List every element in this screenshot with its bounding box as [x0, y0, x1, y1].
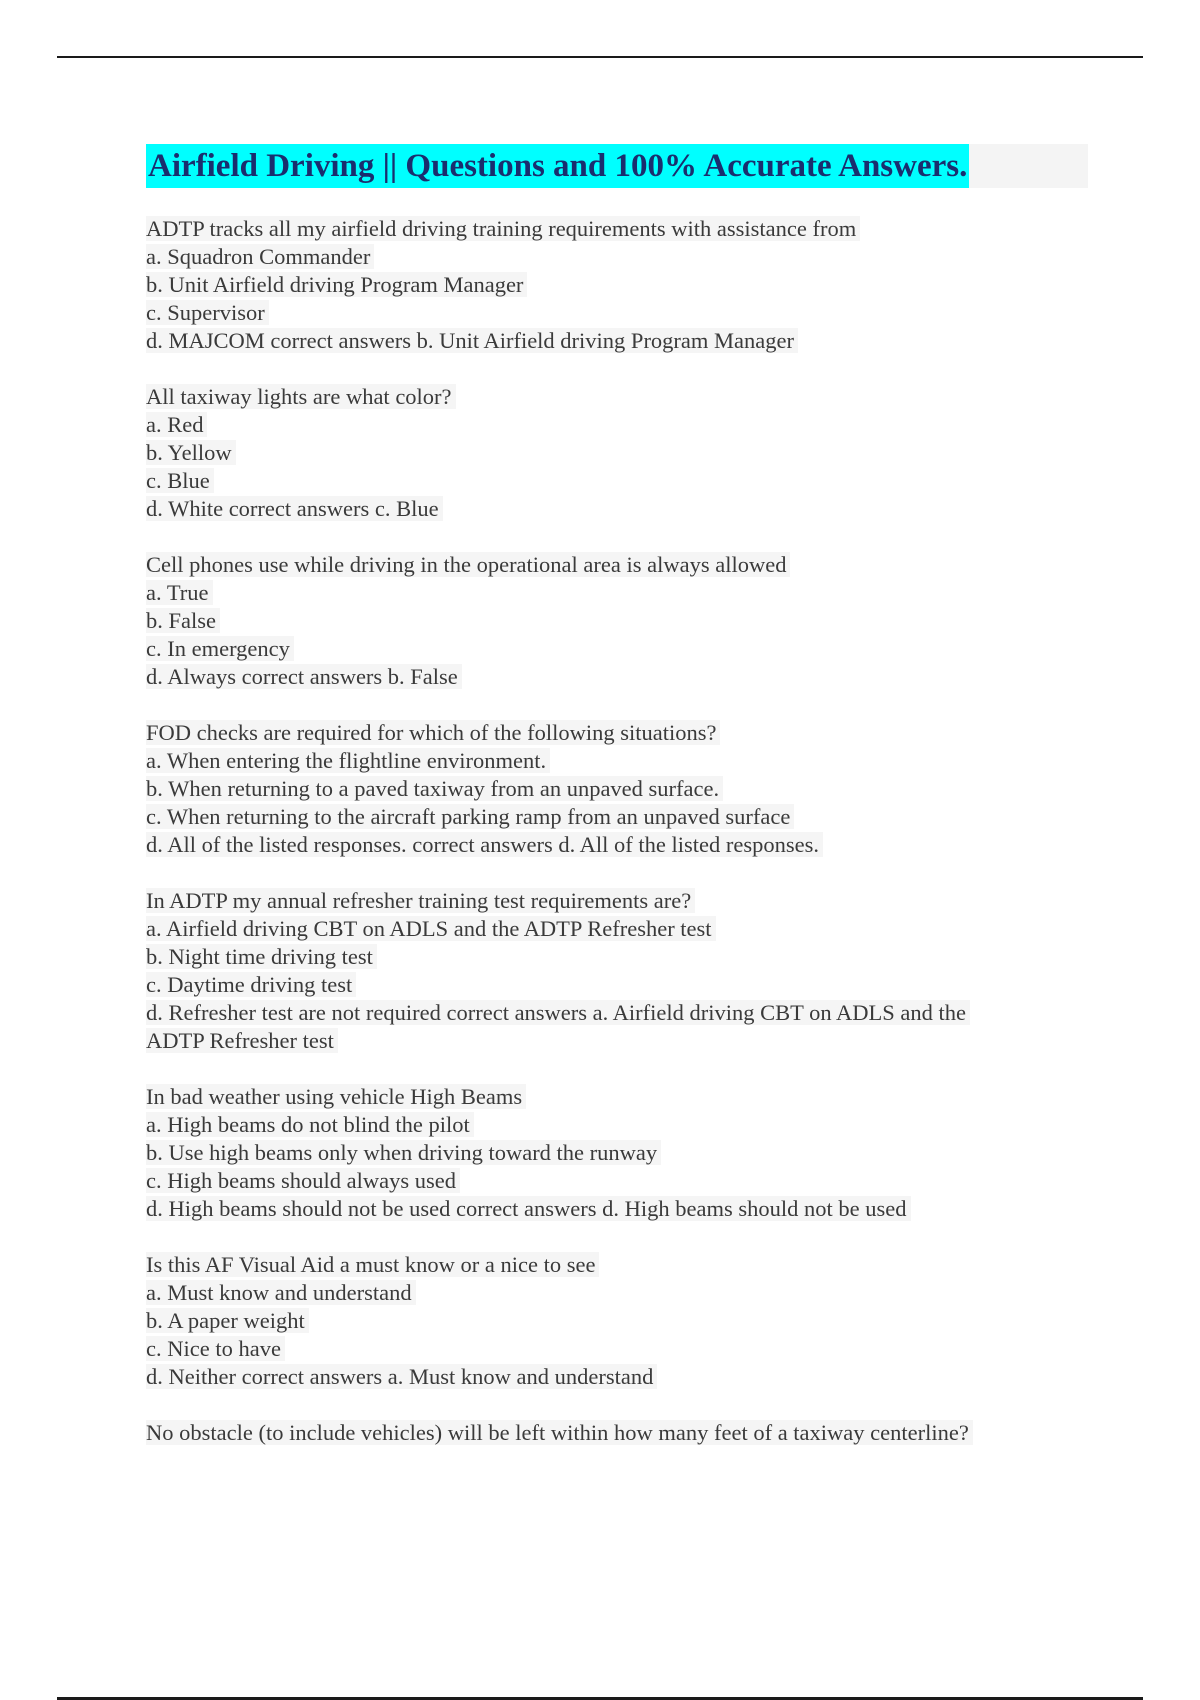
- document-body: [146, 144, 1096, 1475]
- question-block: [146, 1251, 1096, 1391]
- question-block: [146, 383, 1096, 523]
- option-line: c. Nice to have: [146, 1335, 1096, 1363]
- option-line: c. Supervisor: [146, 299, 1096, 327]
- option-line-with-answer: d. Always correct answers b. False: [146, 663, 1096, 691]
- option-line: a. High beams do not blind the pilot: [146, 1111, 1096, 1139]
- question-block: [146, 551, 1096, 691]
- question-text: In bad weather using vehicle High Beams: [146, 1083, 1096, 1111]
- option-line-continuation: ADTP Refresher test: [146, 1027, 1096, 1055]
- title-banner: [146, 144, 1088, 188]
- option-line: a. True: [146, 579, 1096, 607]
- option-line: b. False: [146, 607, 1096, 635]
- option-line: c. When returning to the aircraft parking ramp from an unpaved surface: [146, 803, 1096, 831]
- option-line: a. Squadron Commander: [146, 243, 1096, 271]
- option-line: c. Daytime driving test: [146, 971, 1096, 999]
- question-block: [146, 719, 1096, 859]
- question-text: All taxiway lights are what color?: [146, 383, 1096, 411]
- option-line-with-answer: d. High beams should not be used correct answers d. High beams should not be used: [146, 1195, 1096, 1223]
- option-line-with-answer: d. Neither correct answers a. Must know and understand: [146, 1363, 1096, 1391]
- question-block: [146, 215, 1096, 355]
- option-line: a. When entering the flightline environment.: [146, 747, 1096, 775]
- question-block: [146, 1419, 1096, 1447]
- option-line: c. High beams should always used: [146, 1167, 1096, 1195]
- option-line-with-answer: d. All of the listed responses. correct answers d. All of the listed responses.: [146, 831, 1096, 859]
- option-line: b. When returning to a paved taxiway from an unpaved surface.: [146, 775, 1096, 803]
- option-line: b. Yellow: [146, 439, 1096, 467]
- option-line: b. A paper weight: [146, 1307, 1096, 1335]
- top-rule: [57, 56, 1143, 58]
- option-line-with-answer: d. White correct answers c. Blue: [146, 495, 1096, 523]
- question-text: No obstacle (to include vehicles) will be left within how many feet of a taxiway centerline?: [146, 1419, 1096, 1447]
- option-line: b. Unit Airfield driving Program Manager: [146, 271, 1096, 299]
- option-line: c. In emergency: [146, 635, 1096, 663]
- question-text: FOD checks are required for which of the following situations?: [146, 719, 1096, 747]
- option-line-with-answer: d. Refresher test are not required correct answers a. Airfield driving CBT on ADLS and the: [146, 999, 1096, 1027]
- option-line: b. Night time driving test: [146, 943, 1096, 971]
- document-title: Airfield Driving || Questions and 100% Accurate Answers.: [146, 144, 969, 188]
- question-text: ADTP tracks all my airfield driving training requirements with assistance from: [146, 215, 1096, 243]
- question-text: In ADTP my annual refresher training test requirements are?: [146, 887, 1096, 915]
- option-line: a. Red: [146, 411, 1096, 439]
- option-line: a. Must know and understand: [146, 1279, 1096, 1307]
- question-text: Is this AF Visual Aid a must know or a nice to see: [146, 1251, 1096, 1279]
- option-line: b. Use high beams only when driving toward the runway: [146, 1139, 1096, 1167]
- option-line: c. Blue: [146, 467, 1096, 495]
- question-text: Cell phones use while driving in the operational area is always allowed: [146, 551, 1096, 579]
- option-line: a. Airfield driving CBT on ADLS and the ADTP Refresher test: [146, 915, 1096, 943]
- option-line-with-answer: d. MAJCOM correct answers b. Unit Airfield driving Program Manager: [146, 327, 1096, 355]
- question-block: [146, 887, 1096, 1055]
- question-block: [146, 1083, 1096, 1223]
